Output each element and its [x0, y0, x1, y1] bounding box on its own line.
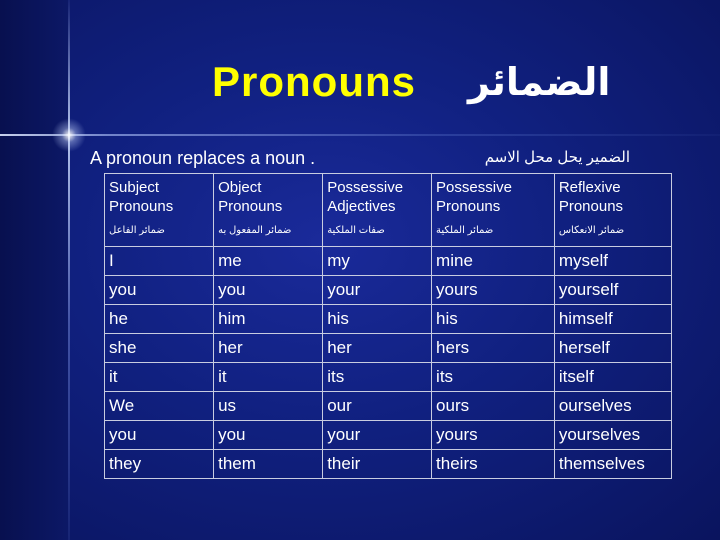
header-label: Subject Pronouns [109, 179, 174, 215]
table-cell: my [323, 247, 432, 276]
table-cell: yours [432, 421, 555, 450]
table-row [105, 247, 672, 276]
table-cell: your [323, 421, 432, 450]
table-cell: hers [432, 334, 555, 363]
table-cell: she [105, 334, 214, 363]
table-cell: her [323, 334, 432, 363]
horizontal-rule [0, 134, 720, 136]
table-cell: it [105, 363, 214, 392]
header-arabic-label: ضمائر الفاعل [109, 225, 165, 236]
pronouns-table [104, 173, 672, 479]
table-cell: yourself [554, 276, 671, 305]
table-cell: themselves [554, 450, 671, 479]
subtitle-arabic: الضمير يحل محل الاسم [484, 149, 630, 166]
header-object-pronouns [214, 174, 323, 247]
table-cell: he [105, 305, 214, 334]
table-cell: your [323, 276, 432, 305]
header-reflexive-pronouns [554, 174, 671, 247]
table-row [105, 421, 672, 450]
table-cell: ourselves [554, 392, 671, 421]
table-row [105, 450, 672, 479]
header-label: Possessive Adjectives [327, 179, 404, 215]
table-cell: you [214, 276, 323, 305]
header-arabic-label: ضمائر الانعكاس [558, 225, 625, 236]
table-cell: his [432, 305, 555, 334]
header-label: Possessive Pronouns [436, 179, 512, 215]
table-row [105, 276, 672, 305]
table-cell: her [214, 334, 323, 363]
left-decorative-band [0, 0, 68, 540]
header-arabic-label: ضمائر المفعول به [218, 225, 292, 236]
header-possessive-adjectives [323, 174, 432, 247]
table-cell: our [323, 392, 432, 421]
header-possessive-pronouns [432, 174, 555, 247]
table-cell: We [105, 392, 214, 421]
table-cell: yourselves [554, 421, 671, 450]
subtitle-english: A pronoun replaces a noun . [90, 148, 316, 168]
table-cell: myself [554, 247, 671, 276]
header-label: Reflexive Pronouns [558, 179, 624, 215]
table-row [105, 363, 672, 392]
header-arabic-label: ضمائر الملكية [436, 225, 494, 236]
table-cell: mine [432, 247, 555, 276]
table-header-row [105, 174, 672, 247]
table-cell: itself [554, 363, 671, 392]
table-cell: us [214, 392, 323, 421]
table-cell: his [323, 305, 432, 334]
table-cell: its [432, 363, 555, 392]
table-row [105, 305, 672, 334]
header-arabic-label: صفات الملكية [327, 225, 385, 236]
light-flare [52, 118, 86, 152]
table-cell: ours [432, 392, 555, 421]
header-label: Object Pronouns [218, 179, 283, 215]
table-cell: you [105, 421, 214, 450]
table-cell: you [214, 421, 323, 450]
table-cell: you [105, 276, 214, 305]
table-cell: they [105, 450, 214, 479]
table-cell: their [323, 450, 432, 479]
page-title-arabic: الضمائر [468, 62, 611, 104]
table-row [105, 334, 672, 363]
table-cell: yours [432, 276, 555, 305]
table-cell: I [105, 247, 214, 276]
header-subject-pronouns [105, 174, 214, 247]
table-cell: it [214, 363, 323, 392]
vertical-rule [68, 0, 70, 540]
table-cell: himself [554, 305, 671, 334]
table-cell: herself [554, 334, 671, 363]
table-cell: theirs [432, 450, 555, 479]
table-cell: its [323, 363, 432, 392]
table-cell: me [214, 247, 323, 276]
table-cell: them [214, 450, 323, 479]
page-title-english: Pronouns [212, 58, 416, 105]
table-cell: him [214, 305, 323, 334]
table-row [105, 392, 672, 421]
